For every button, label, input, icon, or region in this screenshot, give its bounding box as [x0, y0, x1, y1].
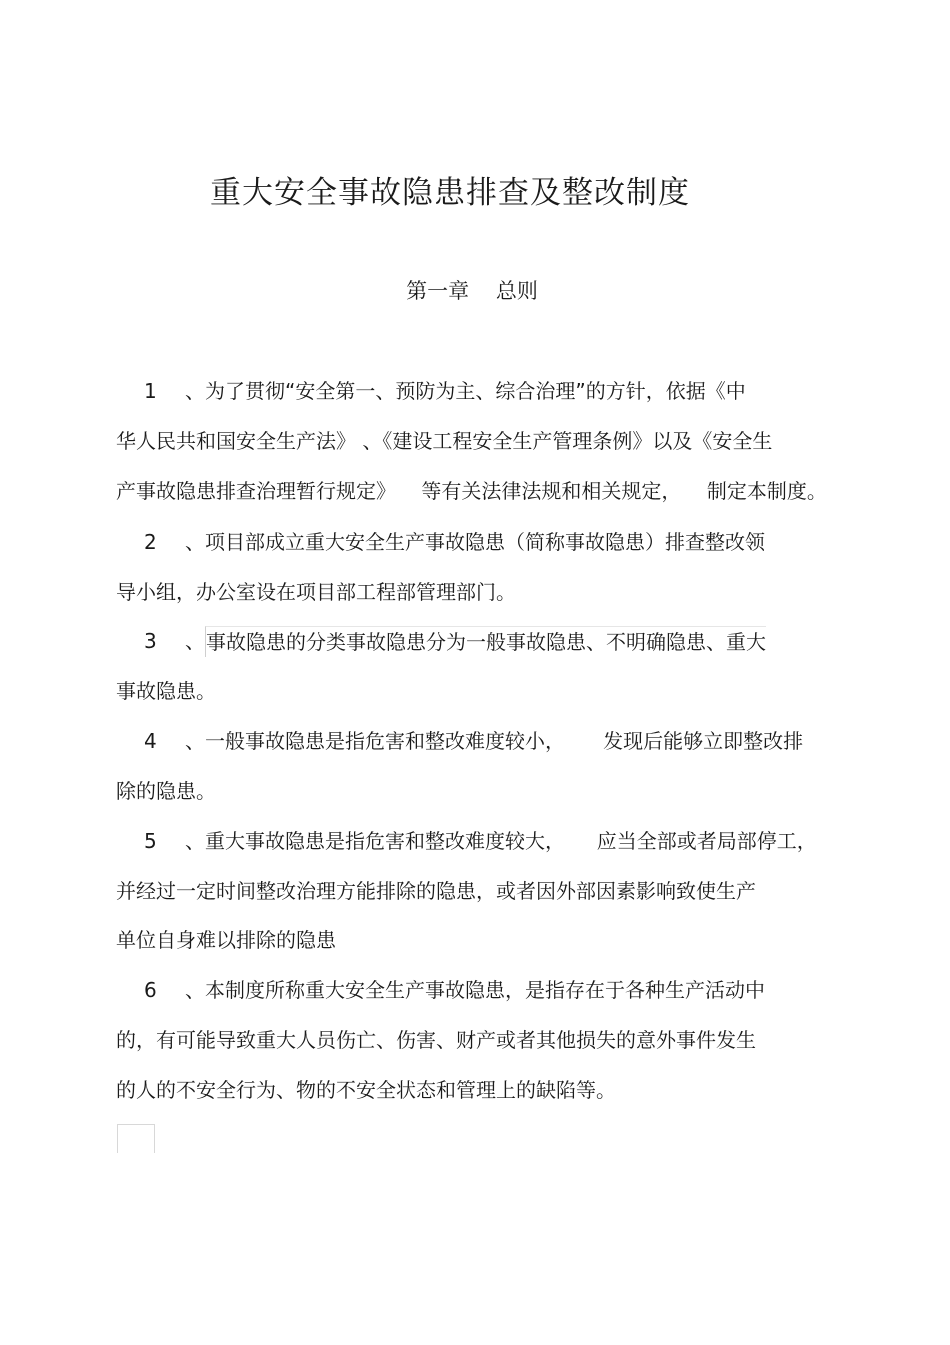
- article-number: 2: [144, 530, 157, 554]
- article-line: 除的隐患。: [116, 779, 216, 803]
- article-line: 导小组，办公室设在项目部工程部管理部门。: [116, 580, 516, 604]
- article-number: 1: [144, 379, 157, 403]
- article-line: 产事故隐患排查治理暂行规定》 等有关法律法规和相关规定， 制定本制度。: [116, 479, 827, 503]
- article-line: 、项目部成立重大安全生产事故隐患（简称事故隐患）排查整改领: [185, 530, 765, 554]
- article-line: 事故隐患的分类事故隐患分为一般事故隐患、不明确隐患、重大: [205, 626, 766, 657]
- article-line: 、本制度所称重大安全生产事故隐患，是指存在于各种生产活动中: [185, 978, 765, 1002]
- page-title: 重大安全事故隐患排查及整改制度: [210, 175, 690, 211]
- article-number: 3: [144, 629, 157, 653]
- article-line: 的，有可能导致重大人员伤亡、伤害、财产或者其他损失的意外事件发生: [116, 1028, 756, 1052]
- article-number: 5: [144, 829, 157, 853]
- article-line: 、重大事故隐患是指危害和整改难度较大， 应当全部或者局部停工，: [185, 829, 817, 853]
- article-line: 、: [185, 629, 205, 653]
- empty-text-box: [117, 1124, 155, 1153]
- article-line: 华人民共和国安全生产法》 、《建设工程安全生产管理条例》以及《安全生: [116, 429, 773, 453]
- article-line: 事故隐患。: [116, 679, 216, 703]
- article-line: 的人的不安全行为、物的不安全状态和管理上的缺陷等。: [116, 1078, 616, 1102]
- chapter-heading: 第一章 总则: [406, 279, 538, 303]
- article-line: 、为了贯彻“安全第一、预防为主、综合治理”的方针，依据《中: [185, 379, 746, 403]
- article-line: 、一般事故隐患是指危害和整改难度较小， 发现后能够立即整改排: [185, 729, 804, 753]
- article-number: 6: [144, 978, 157, 1002]
- article-line: 并经过一定时间整改治理方能排除的隐患，或者因外部因素影响致使生产: [116, 879, 756, 903]
- article-line: 单位自身难以排除的隐患: [116, 928, 336, 952]
- article-number: 4: [144, 729, 157, 753]
